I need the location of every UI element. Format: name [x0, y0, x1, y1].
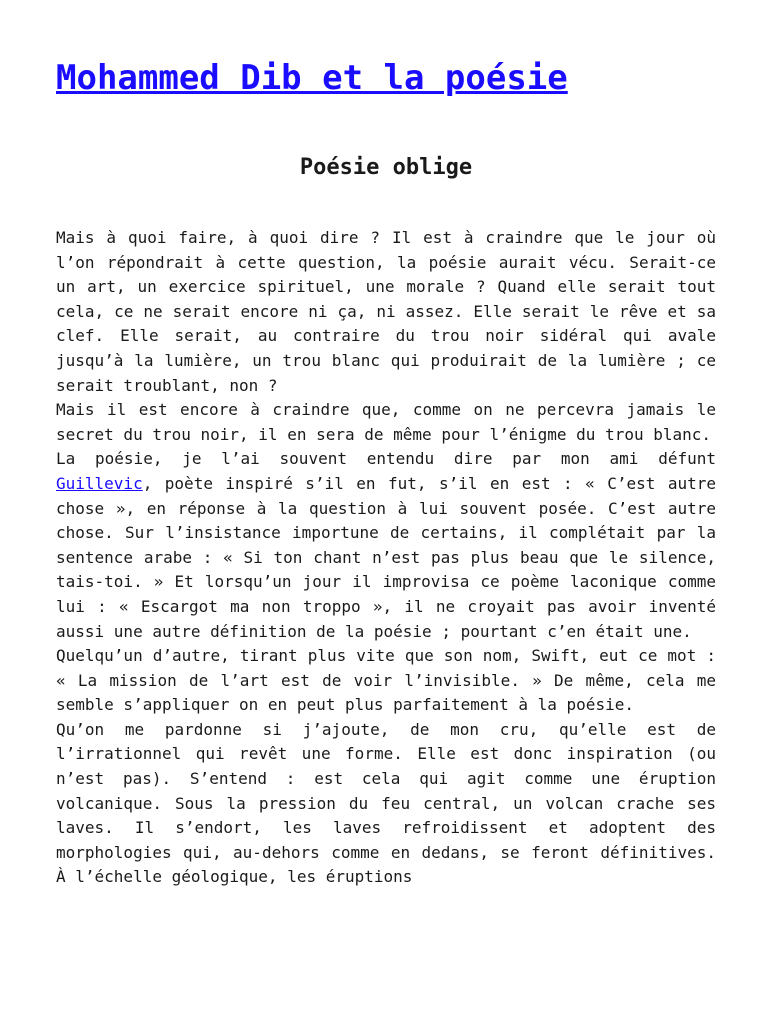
paragraph-2: Mais il est encore à craindre que, comme on ne percevra jamais le secret du trou noir, il en sera de même pour l’énigme du trou blanc. — [56, 400, 716, 444]
paragraph-4: Quelqu’un d’autre, tirant plus vite que son nom, Swift, eut ce mot : « La mission de l’art est de voir l’invisible. » De même, cela me semble s’appliquer on en peut plus parfaitement à la poésie. — [56, 646, 716, 715]
guillevic-link[interactable]: Guillevic — [56, 473, 143, 493]
document-title-link[interactable]: Mohammed Dib et la poésie — [56, 58, 568, 98]
paragraph-1: Mais à quoi faire, à quoi dire ? Il est à craindre que le jour où l’on répondrait à cette question, la poésie aurait vécu. Serait-ce un art, un exercice spirituel, une morale ? Quand elle serait tout cela, ce ne serait encore ni ça, ni assez. Elle serait le rêve et sa clef. Elle serait, au contraire du trou noir sidéral qui avale jusqu’à la lumière, un trou blanc qui produirait de la lumière ; ce serait troublant, non ? — [56, 228, 716, 395]
article-body — [56, 226, 716, 890]
document-page — [56, 0, 716, 890]
paragraph-3-text-end: , poète inspiré s’il en fut, s’il en est : « C’est autre chose », en réponse à la question à lui souvent posée. C’est autre chose. Sur l’insistance importune de certains, il complétait par la sentence arabe : « Si ton chant n’est pas plus beau que le silence, tais-toi. » Et lorsqu’un jour il improvisa ce poème laconique comme lui : « Escargot ma non troppo », il ne croyait pas avoir inventé aussi une autre définition de la poésie ; pourtant c’en était une. — [56, 473, 716, 641]
paragraph-5: Qu’on me pardonne si j’ajoute, de mon cru, qu’elle est de l’irrationnel qui revêt une forme. Elle est donc inspiration (ou n’est pas). S’entend : est cela qui agit comme une éruption volcanique. Sous la pression du feu central, un volcan crache ses laves. Il s’endort, les laves refroidissent et adoptent des morphologies qui, au-dehors comme en dedans, se feront définitives. À l’échelle géologique, les éruptions — [56, 719, 716, 887]
paragraph-3-text-start: La poésie, je l’ai souvent entendu dire par mon ami défunt — [56, 449, 716, 469]
paragraph-3 — [56, 447, 716, 644]
section-subtitle: Poésie oblige — [299, 155, 473, 180]
